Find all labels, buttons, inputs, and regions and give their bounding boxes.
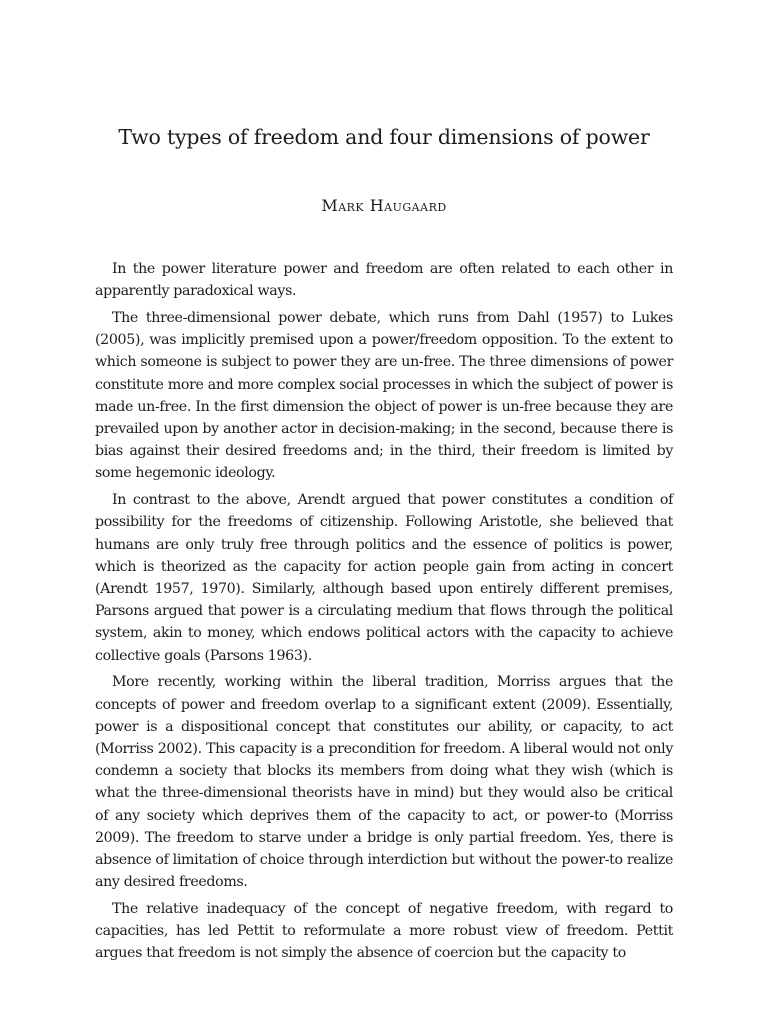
paper-body [95, 258, 673, 969]
paper-title: Two types of freedom and four dimensions of power [118, 125, 650, 149]
author-name: Mark Haugaard [321, 196, 447, 215]
paragraph: In contrast to the above, Arendt argued that power constitutes a condition of possibility for the freedoms of citizenship. Following Aristotle, she believed that humans are only truly free through politics and the essence of politics is power, which is theorized as the capacity for action people gain from acting in concert (Arendt 1957, 1970). Similarly, although based upon entirely different premises, Parsons argued that power is a circulating medium that flows through the political system, akin to money, which endows political actors with the capacity to achieve collective goals (Parsons 1963). [95, 492, 673, 664]
paragraph: More recently, working within the liberal tradition, Morriss argues that the concepts of power and freedom overlap to a significant extent (2009). Essentially, power is a dispositional concept that constitutes our ability, or capacity, to act (Morriss 2002). This capacity is a precondition for freedom. A liberal would not only condemn a society that blocks its members from doing what they wish (which is what the three-dimensional theorists have in mind) but they would also be critical of any society which deprives them of the capacity to act, or power-to (Morriss 2009). The freedom to starve under a bridge is only partial freedom. Yes, there is absence of limitation of choice through interdiction but without the power-to realize any desired freedoms. [95, 674, 673, 891]
paragraph: The relative inadequacy of the concept of negative freedom, with regard to capacities, has led Pettit to reformulate a more robust view of freedom. Pettit argues that freedom is not simply the absence of coercion but the capacity to [95, 901, 673, 962]
paragraph: In the power literature power and freedom are often related to each other in apparently paradoxical ways. [95, 261, 673, 300]
paragraph: The three-dimensional power debate, which runs from Dahl (1957) to Lukes (2005), was implicitly premised upon a power/freedom opposition. To the extent to which someone is subject to power they are un-free. The three dimensions of power constitute more and more complex social processes in which the subject of power is made un-free. In the first dimension the object of power is un-free because they are prevailed upon by another actor in decision-making; in the second, because there is bias against their desired freedoms and; in the third, their freedom is limited by some hegemonic ideology. [95, 310, 673, 482]
